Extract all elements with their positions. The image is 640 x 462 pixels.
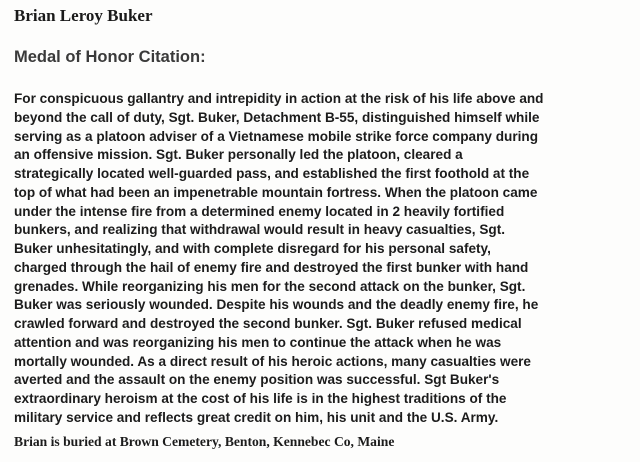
citation-heading: Medal of Honor Citation: [14,48,206,66]
citation-line: attention and was reorganizing his men to continue the attack when he was [14,334,502,350]
citation-text [14,90,638,428]
citation-line: under the intense fire from a determined enemy located in 2 heavily fortified [14,203,505,219]
citation-line: charged through the hail of enemy fire and destroyed the first bunker with hand [14,259,529,275]
citation-line: extraordinary heroism at the cost of his life is in the highest traditions of the [14,391,507,406]
citation-line: an offensive mission. Sgt. Buker personally led the platoon, cleared a [14,147,463,163]
citation-line: top of what had been an impenetrable mountain fortress. When the platoon came [14,184,538,200]
citation-line: bunkers, and realizing that withdrawal would result in heavy casualties, Sgt. [14,222,506,238]
person-name: Brian Leroy Buker [14,6,153,25]
citation-line: For conspicuous gallantry and intrepidity in action at the risk of his life above and [14,91,544,106]
citation-line: beyond the call of duty, Sgt. Buker, Detachment B-55, distinguished himself while [14,109,540,125]
citation-line: serving as a platoon adviser of a Vietnamese mobile strike force company during [14,128,539,144]
citation-line: crawled forward and destroyed the second bunker. Sgt. Buker refused medical [14,316,522,331]
citation-line: averted and the assault on the enemy position was successful. Sgt Buker's [14,372,500,388]
citation-line: Buker was seriously wounded. Despite his wounds and the deadly enemy fire, he [14,297,539,313]
citation-line: Buker unhesitatingly, and with complete disregard for his personal safety, [14,241,491,256]
citation-line: strategically located well-guarded pass, and established the first foothold at the [14,166,530,181]
citation-line: military service and reflects great credit on him, his unit and the U.S. Army. [14,409,499,425]
citation-line: mortally wounded. As a direct result of his heroic actions, many casualties were [14,353,531,369]
citation-line: grenades. While reorganizing his men for the second attack on the bunker, Sgt. [14,278,526,294]
burial-note: Brian is buried at Brown Cemetery, Benton, Kennebec Co, Maine [14,434,395,449]
